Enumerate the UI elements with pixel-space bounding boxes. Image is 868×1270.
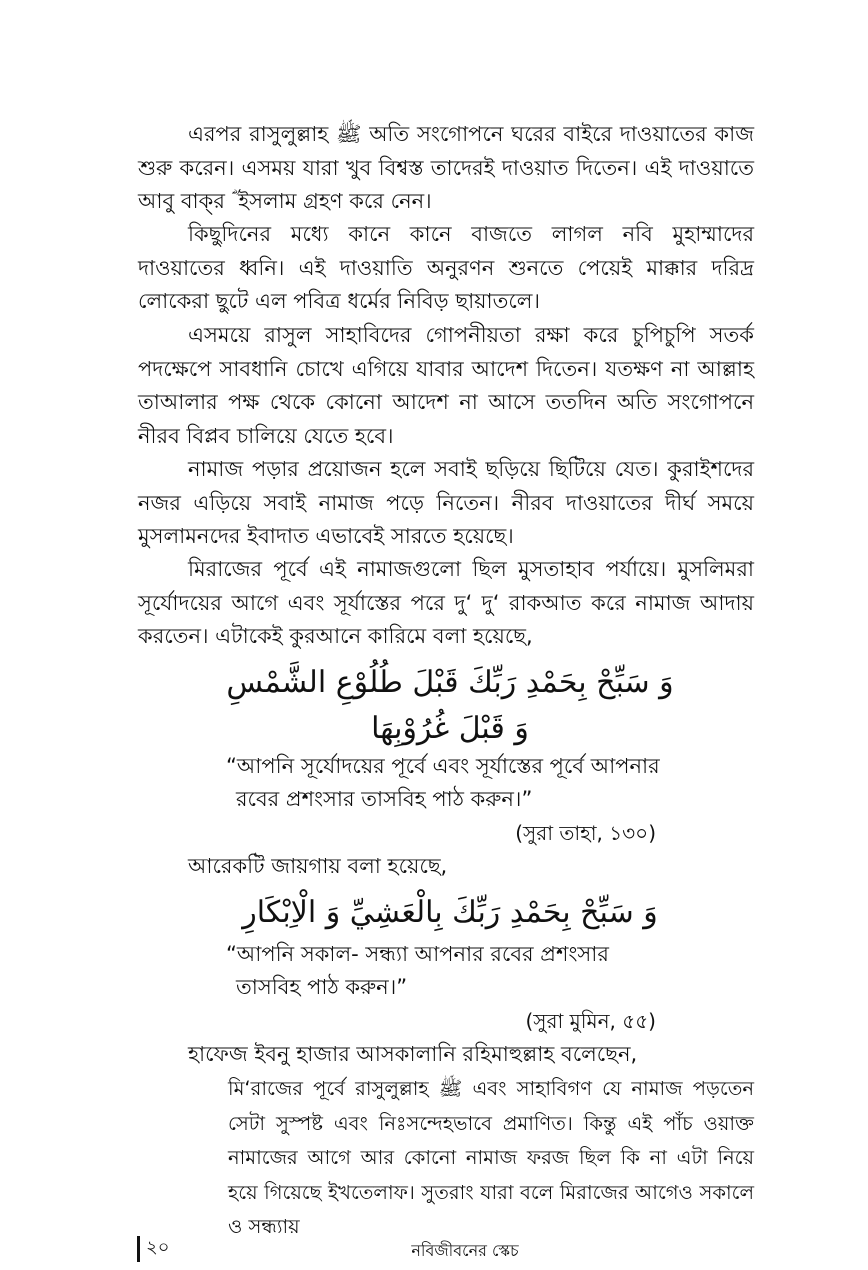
running-title: নবিজীবনের স্কেচ [411,1241,519,1260]
quran-verse-1: وَ سَبِّحْ بِحَمْدِ رَبِّكَ قَبْلَ طُلُوْعِ الشَّمْسِ وَ قَبْلَ غُرُوْبِهَا [226,665,674,746]
paragraph-4: নামাজ পড়ার প্রয়োজন হলে সবাই ছড়িয়ে ছিটিয়ে যেত। কুরাইশদের নজর এড়িয়ে সবাই নামাজ পড়ে নিতেন। নীরব দাওয়াতের দীর্ঘ সময়ে মুসলামনদের ইবাদাত এভাবেই সারতে হয়েছে। [138,457,754,548]
paragraph-5: মিরাজের পূর্বে এই নামাজগুলো ছিল মুসতাহাব পর্যায়ে। মুসলিমরা সূর্যোদয়ের আগে এবং সূর্যাস্তের পরে দু‘ দু‘ রাকআত করে নামাজ আদায় করতেন। এটাকেই কুরআনে কারিমে বলা হয়েছে, [138,557,754,648]
intro-3: হাফেজ ইবনু হাজার আসকালানি রহিমাহুল্লাহ বলেছেন, [188,1042,638,1066]
footer-divider [137,1236,140,1262]
quote-1-reference: (সুরা তাহা, ১৩০) [515,821,656,845]
paragraph-1: এরপর রাসুলুল্লাহ ﷺ অতি সংগোপনে ঘরের বাইরে দাওয়াতের কাজ শুরু করেন। এসময় যারা খুব বিশ্বস্ত তাদেরই দাওয়াত দিতেন। এই দাওয়াতে আবু বাক্‌র ؓ ইসলাম গ্রহণ করে নেন। [138,122,755,213]
block-quote: মি‘রাজের পূর্বে রাসুলুল্লাহ ﷺ এবং সাহাবিগণ যে নামাজ পড়তেন সেটা সুস্পষ্ট এবং নিঃসন্দেহভাবে প্রমাণিত। কিন্তু এই পাঁচ ওয়াক্ত নামাজের আগে আর কোনো নামাজ ফরজ ছিল কি না এটা নিয়ে হয়ে গিয়েছে ইখতেলাফ। সুতরাং যারা বলে মিরাজের আগেও সকালে ও সন্ধ্যায় [228,1077,754,1238]
quote-2-line-1: “আপনি সকাল- সন্ধ্যা আপনার রবের প্রশংসার [226,942,609,966]
intro-2: আরেকটি জায়গায় বলা হয়েছে, [188,854,448,878]
quote-2-reference: (সুরা মুমিন, ৫৫) [525,1009,656,1033]
quran-verse-2: وَ سَبِّحْ بِحَمْدِ رَبِّكَ بِالْعَشِيِّ وَ الْاِبْكَارِ [242,895,658,930]
paragraph-3: এসময়ে রাসুল সাহাবিদের গোপনীয়তা রক্ষা করে চুপিচুপি সতর্ক পদক্ষেপে সাবধানি চোখে এগিয়ে যাবার আদেশ দিতেন। যতক্ষণ না আল্লাহ তাআলার পক্ষ থেকে কোনো আদেশ না আসে ততদিন অতি সংগোপনে নীরব বিপ্লব চালিয়ে যেতে হবে। [138,323,754,448]
quote-1-line-1: “আপনি সূর্যোদয়ের পূর্বে এবং সূর্যাস্তের পূর্বে আপনার [226,754,660,778]
page-number: ২০ [146,1237,170,1258]
quote-1-line-2: রবের প্রশংসার তাসবিহ পাঠ করুন।” [236,787,533,811]
quote-2-line-2: তাসবিহ পাঠ করুন।” [236,975,408,999]
paragraph-2: কিছুদিনের মধ্যে কানে কানে বাজতে লাগল নবি মুহাম্মাদের দাওয়াতের ধ্বনি। এই দাওয়াতি অনুরণন শুনতে পেয়েই মাক্কার দরিদ্র লোকেরা ছুটে এল পবিত্র ধর্মের নিবিড় ছায়াতলে। [138,222,754,313]
